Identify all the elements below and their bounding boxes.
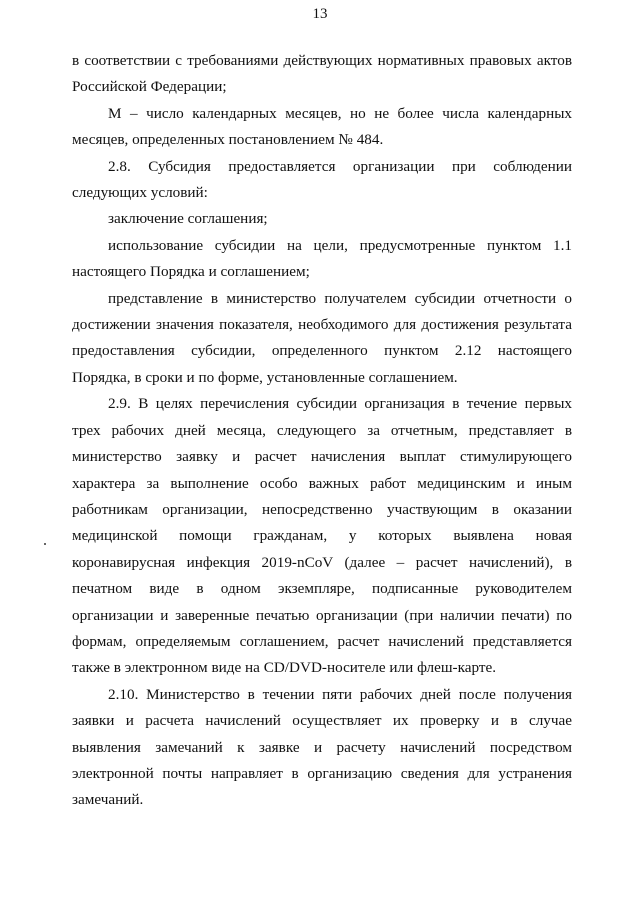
text-line: в соответствии с требованиями действующих нормативных правовых актов	[72, 52, 572, 69]
text-line: выявления замечаний к заявке и расчету начислений посредством	[72, 738, 572, 756]
text-line: коронавирусная инфекция 2019-nCoV (далее – расчет начислений), в	[72, 553, 572, 571]
text-line: заявки и расчета начислений осуществляет их проверку и в случае	[72, 712, 572, 730]
text-line: замечаний.	[72, 791, 144, 809]
paragraph	[72, 682, 572, 814]
text-line: Порядка, в сроки и по форме, установленные соглашением.	[72, 368, 458, 386]
text-line: месяцев, определенных постановлением № 484.	[72, 131, 384, 149]
text-line: М – число календарных месяцев, но не более числа календарных	[108, 104, 572, 122]
text-line: заключение соглашения;	[108, 210, 268, 228]
paragraph	[72, 48, 572, 101]
paragraph	[72, 154, 572, 207]
text-line: организации и заверенные печатью организации (при наличии печати) по	[72, 606, 572, 624]
text-line: предоставления субсидии, определенного пунктом 2.12 настоящего	[72, 342, 572, 360]
text-line: министерство заявку и расчет начисления выплат стимулирующего	[72, 448, 572, 466]
text-line: 2.8. Субсидия предоставляется организации при соблюдении	[108, 157, 572, 175]
text-line: характера за выполнение особо важных работ медицинским и иным	[72, 474, 572, 492]
text-line: работникам организации, непосредственно участвующим в оказании	[72, 500, 572, 518]
text-line: использование субсидии на цели, предусмотренные пунктом 1.1	[108, 236, 572, 254]
paragraph	[72, 101, 572, 154]
document-body	[72, 48, 572, 814]
paragraph	[72, 233, 572, 286]
text-line: настоящего Порядка и соглашением;	[72, 263, 310, 281]
text-line: 2.9. В целях перечисления субсидии организация в течение первых	[108, 395, 572, 413]
paragraph	[72, 206, 572, 232]
text-line: Российской Федерации;	[72, 78, 227, 96]
text-line: представление в министерство получателем субсидии отчетности о	[108, 289, 572, 307]
text-line: печатном виде в одном экземпляре, подписанные руководителем	[72, 580, 572, 598]
text-line: электронной почты направляет в организацию сведения для устранения	[72, 764, 572, 782]
text-line: формам, определяемым соглашением, расчет начислений представляется	[72, 632, 572, 650]
text-line: достижении значения показателя, необходимого для достижения результата	[72, 316, 572, 334]
text-line: следующих условий:	[72, 184, 208, 202]
page-number: 13	[312, 6, 328, 22]
text-line: медицинской помощи гражданам, у которых выявлена новая	[72, 527, 572, 545]
text-line: также в электронном виде на CD/DVD-носителе или флеш-карте.	[72, 659, 497, 677]
paragraph	[72, 286, 572, 392]
text-line: 2.10. Министерство в течении пяти рабочих дней после получения	[108, 685, 572, 703]
scan-speck	[44, 543, 46, 545]
text-line: трех рабочих дней месяца, следующего за отчетным, представляет в	[72, 421, 572, 439]
paragraph	[72, 391, 572, 681]
